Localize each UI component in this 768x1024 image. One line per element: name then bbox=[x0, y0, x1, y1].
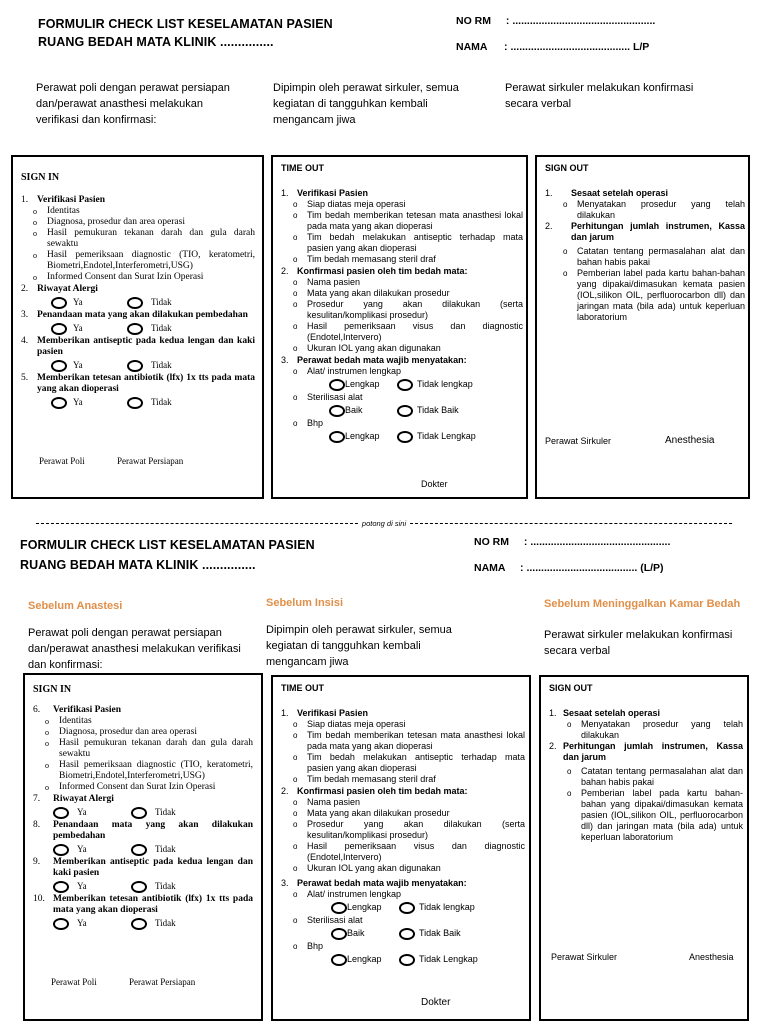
form1-title-line2: RUANG BEDAH MATA KLINIK ............... bbox=[38, 35, 274, 49]
yes-radio[interactable] bbox=[51, 323, 67, 335]
sign-perawat-sirkuler: Perawat Sirkuler bbox=[551, 952, 618, 962]
signin-q1-title: Verifikasi Pasien bbox=[37, 195, 105, 205]
tidak-lengkap-radio[interactable] bbox=[397, 431, 413, 443]
signin-q5-options: Ya Tidak bbox=[51, 395, 255, 410]
signin-q3-options: Ya Tidak bbox=[51, 321, 255, 336]
yes-radio[interactable] bbox=[53, 844, 69, 856]
yes-radio[interactable] bbox=[53, 807, 69, 819]
signout-q1-title: Sesaat setelah operasi bbox=[571, 188, 669, 198]
form1-nama bbox=[456, 41, 649, 53]
form1-intro-timeout: Dipimpin oleh perawat sirkuler, semua kegiatan di tangguhkan kembali mengancam jiwa bbox=[273, 82, 459, 126]
form2-intro-signout: Perawat sirkuler melakukan konfirmasi secara verbal bbox=[544, 629, 733, 657]
yes-radio[interactable] bbox=[51, 297, 67, 309]
sign-perawat-persiapan: Perawat Persiapan bbox=[117, 456, 184, 466]
no-radio[interactable] bbox=[131, 881, 147, 893]
form1-title-line1: FORMULIR CHECK LIST KESELAMATAN PASIEN bbox=[38, 17, 333, 31]
form2-intro-timeout: Dipimpin oleh perawat sirkuler, semua kegiatan di tangguhkan kembali mengancam jiwa bbox=[266, 624, 452, 668]
form2-title-line2: RUANG BEDAH MATA KLINIK ............... bbox=[20, 558, 256, 572]
form1-intro-signout: Perawat sirkuler melakukan konfirmasi secara verbal bbox=[505, 82, 694, 110]
no-radio[interactable] bbox=[131, 807, 147, 819]
signin-q1-item: Hasil pemukuran tekanan darah dan gula darah sewaktu bbox=[47, 228, 255, 249]
signout-heading: SIGN OUT bbox=[545, 163, 589, 173]
signin-heading: SIGN IN bbox=[33, 684, 72, 695]
nama-label: NAMA bbox=[474, 562, 506, 574]
alat-options: Lengkap Tidak lengkap bbox=[331, 900, 525, 915]
phase-sebelum-insisi: Sebelum Insisi bbox=[266, 597, 344, 609]
form2-nama bbox=[474, 562, 664, 574]
bhp-options: Lengkap Tidak Lengkap bbox=[331, 952, 525, 967]
tidak-baik-radio[interactable] bbox=[399, 928, 415, 940]
form2-title-line1: FORMULIR CHECK LIST KESELAMATAN PASIEN bbox=[20, 538, 315, 552]
form2-timeout-box bbox=[271, 675, 531, 1021]
no-radio[interactable] bbox=[127, 297, 143, 309]
sign-perawat-poli: Perawat Poli bbox=[39, 456, 85, 466]
signin-q4-options: Ya Tidak bbox=[51, 358, 255, 373]
cut-line-label: potong di sini bbox=[361, 519, 407, 528]
form2-title bbox=[20, 535, 315, 575]
sign-perawat-sirkuler: Perawat Sirkuler bbox=[545, 436, 612, 446]
no-radio[interactable] bbox=[127, 360, 143, 372]
sign-anesthesia: Anesthesia bbox=[689, 952, 734, 962]
form2-signin-box bbox=[23, 673, 263, 1021]
signin-q1-item: Diagnosa, prosedur dan area operasi bbox=[47, 217, 185, 227]
timeout-q1-title: Verifikasi Pasien bbox=[297, 188, 369, 198]
lengkap-radio[interactable] bbox=[329, 431, 345, 443]
signin-q8-options: Ya Tidak bbox=[53, 842, 253, 857]
timeout-q3-title: Perawat bedah mata wajib menyatakan: bbox=[297, 355, 467, 365]
yes-radio[interactable] bbox=[53, 881, 69, 893]
signin-q10-options: Ya Tidak bbox=[53, 916, 253, 931]
signin-q1-item: Identitas bbox=[47, 206, 80, 216]
signin-q1-item: Hasil pemeriksaan diagnostic (TIO, keratometri, Biometri,Endotel,Interferometri,USG) bbox=[47, 250, 255, 271]
yes-radio[interactable] bbox=[51, 397, 67, 409]
lengkap-radio[interactable] bbox=[331, 954, 347, 966]
no-rm-field[interactable]: : ................................................. bbox=[505, 15, 656, 27]
sign-dokter: Dokter bbox=[421, 479, 448, 489]
no-rm-field[interactable]: : ................................................ bbox=[523, 536, 671, 548]
baik-radio[interactable] bbox=[329, 405, 345, 417]
tidak-lengkap-radio[interactable] bbox=[399, 902, 415, 914]
form1-no-rm bbox=[456, 15, 655, 27]
phase-sebelum-meninggalkan: Sebelum Meninggalkan Kamar Bedah bbox=[544, 598, 741, 610]
no-radio[interactable] bbox=[131, 918, 147, 930]
form1-title bbox=[38, 15, 333, 51]
nama-label: NAMA bbox=[456, 41, 488, 53]
nama-field[interactable]: : ...................................... (L/P) bbox=[520, 562, 664, 574]
yes-radio[interactable] bbox=[53, 918, 69, 930]
signin-q7-options: Ya Tidak bbox=[53, 805, 253, 820]
form1-intro-signin: Perawat poli dengan perawat persiapan dan/perawat anasthesi melakukan verifikasi dan konfirmasi: bbox=[36, 82, 230, 126]
no-radio[interactable] bbox=[131, 844, 147, 856]
lengkap-radio[interactable] bbox=[331, 902, 347, 914]
signin-content: SIGN IN 1. Verifikasi Pasien o Identitas o Diagnosa, prosedur dan area operasi o Hasil pemukuran tekanan darah dan gula darah sewaktu o Hasil pemeriksaan diagnostic (TIO, keratometri, Biometri,Endotel,Interferometri,USG) o Informed Consent dan Surat Izin Operasi 2. Riwayat Alergi Ya Tidak 3. Penandaan mata yang akan dilakukan pembedahan Ya Tidak 4. Memberikan antiseptic pada kedua lengan dan kaki pasien Ya Tidak 5. Memberikan tetesan antibiotik (lfx) 1x tts pada mata yang akan dioperasi Ya Tidak bbox=[21, 172, 255, 410]
signin-q9-options: Ya Tidak bbox=[53, 879, 253, 894]
form1-timeout-box bbox=[271, 155, 528, 499]
signout-content: SIGN OUT 1. Sesaat setelah operasi o Menyatakan prosedur yang telah dilakukan 2. Perhitungan jumlah instrumen, Kassa dan jarum o Catatan tentang permasalahan alat dan bahan habis pakai o Pemberian label pada kartu bahan-bahan yang dipakai/dimasukan kemata pasien (IOL,silikon OIL, perfluorocarbon dll) dan jaringan mata (bila ada) untuk keperluan laboratorium bbox=[545, 163, 745, 322]
form1-signout-box bbox=[535, 155, 750, 499]
signout-content: SIGN OUT 1. Sesaat setelah operasi o Menyatakan prosedur yang telah dilakukan 2. Perhitungan jumlah instrumen, Kassa dan jarum o Catatan tentang permasalahan alat dan bahan habis pakai o Pemberian label pada kartu bahan-bahan yang dipakai/dimasukan kemata pasien (IOL,silikon OIL, perfluorocarbon dll) dan jaringan mata (bila ada) untuk keperluan laboratorium bbox=[549, 683, 743, 842]
tidak-baik-radio[interactable] bbox=[397, 405, 413, 417]
signin-q1-item: Informed Consent dan Surat Izin Operasi bbox=[47, 272, 204, 282]
signin-q5-title: Memberikan tetesan antibiotik (lfx) 1x tts pada mata yang akan dioperasi bbox=[37, 373, 255, 394]
no-radio[interactable] bbox=[127, 397, 143, 409]
timeout-content: TIME OUT 1. Verifikasi Pasien o Siap diatas meja operasi o Tim bedah memberikan tetesan mata anasthesi lokal pada mata yang akan dioperasi o Tim bedah melakukan antiseptic terhadap mata pasien yang akan dioperasi o Tim bedah memasang steril draf 2. Konfirmasi pasien oleh tim bedah mata: o Nama pasien o Mata yang akan dilakukan prosedur o Prosedur yang akan dilakukan (serta kesulitan/komplikasi prosedur) o Hasil pemeriksaan visus dan diagnostic (Endotel,Intervero) o Ukuran IOL yang akan digunakan 3. Perawat bedah mata wajib menyatakan: o Alat/ instrumen lengkap Lengkap Tidak lengkap o Sterilisasi alat Baik Tidak Baik o Bhp Lengkap Tidak Lengkap bbox=[281, 163, 523, 444]
form2-signout-box bbox=[539, 675, 749, 1021]
nama-field[interactable]: : ......................................... L/P bbox=[504, 41, 650, 53]
steril-options: Baik Tidak Baik bbox=[329, 403, 523, 418]
tidak-lengkap-radio[interactable] bbox=[399, 954, 415, 966]
yes-radio[interactable] bbox=[51, 360, 67, 372]
phase-sebelum-anastesi: Sebelum Anastesi bbox=[28, 600, 123, 612]
baik-radio[interactable] bbox=[331, 928, 347, 940]
bhp-options: Lengkap Tidak Lengkap bbox=[329, 429, 523, 444]
timeout-heading: TIME OUT bbox=[281, 163, 324, 173]
signout-q2-title: Perhitungan jumlah instrumen, Kassa dan jarum bbox=[571, 221, 745, 242]
sign-anesthesia: Anesthesia bbox=[665, 435, 715, 446]
signin-content: SIGN IN 6. Verifikasi Pasien o Identitas o Diagnosa, prosedur dan area operasi o Hasil pemukuran tekanan darah dan gula darah sewaktu o Hasil pemeriksaan diagnostic (TIO, keratometri, Biometri,Endotel,Interferometri,USG) o Informed Consent dan Surat Izin Operasi 7. Riwayat Alergi Ya Tidak 8. Penandaan mata yang akan dilakukan pembedahan Ya Tidak 9. Memberikan antiseptic pada kedua lengan dan kaki pasien Ya Tidak 10. Memberikan tetesan antibiotik (lfx) 1x tts pada mata yang akan dioperasi Ya Tidak bbox=[33, 684, 253, 931]
steril-options: Baik Tidak Baik bbox=[331, 926, 525, 941]
alat-options: Lengkap Tidak lengkap bbox=[329, 377, 523, 392]
tidak-lengkap-radio[interactable] bbox=[397, 379, 413, 391]
timeout-q2-title: Konfirmasi pasien oleh tim bedah mata: bbox=[297, 266, 468, 276]
signin-q3-title: Penandaan mata yang akan dilakukan pembedahan bbox=[37, 310, 248, 320]
form2-intro-signin: Perawat poli dengan perawat persiapan dan/perawat anasthesi melakukan verifikasi dan konfirmasi: bbox=[28, 627, 241, 671]
signin-q2-title: Riwayat Alergi bbox=[37, 284, 98, 294]
sign-perawat-poli: Perawat Poli bbox=[51, 977, 97, 987]
cut-line bbox=[36, 519, 732, 528]
no-radio[interactable] bbox=[127, 323, 143, 335]
signin-heading: SIGN IN bbox=[21, 172, 60, 183]
no-rm-label: NO RM bbox=[474, 536, 509, 548]
sign-dokter: Dokter bbox=[421, 997, 451, 1008]
form2-no-rm bbox=[474, 536, 670, 548]
timeout-content: TIME OUT 1. Verifikasi Pasien o Siap diatas meja operasi o Tim bedah memberikan tetesan mata anasthesi lokal pada mata yang akan dioperasi o Tim bedah melakukan antiseptic terhadap mata pasien yang akan dioperasi o Tim bedah memasang steril draf 2. Konfirmasi pasien oleh tim bedah mata: o Nama pasien o Mata yang akan dilakukan prosedur o Prosedur yang akan dilakukan (serta kesulitan/komplikasi prosedur) o Hasil pemeriksaan visus dan diagnostic (Endotel,Intervero) o Ukuran IOL yang akan digunakan 3. Perawat bedah mata wajib menyatakan: o Alat/ instrumen lengkap Lengkap Tidak lengkap o Sterilisasi alat Baik Tidak Baik o Bhp Lengkap Tidak Lengkap bbox=[281, 683, 525, 967]
no-rm-label: NO RM bbox=[456, 15, 491, 27]
signin-q4-title: Memberikan antiseptic pada kedua lengan dan kaki pasien bbox=[37, 336, 255, 357]
sign-perawat-persiapan: Perawat Persiapan bbox=[129, 977, 196, 987]
lengkap-radio[interactable] bbox=[329, 379, 345, 391]
signin-q2-options: Ya Tidak bbox=[51, 295, 255, 310]
form1-signin-box bbox=[11, 155, 264, 499]
